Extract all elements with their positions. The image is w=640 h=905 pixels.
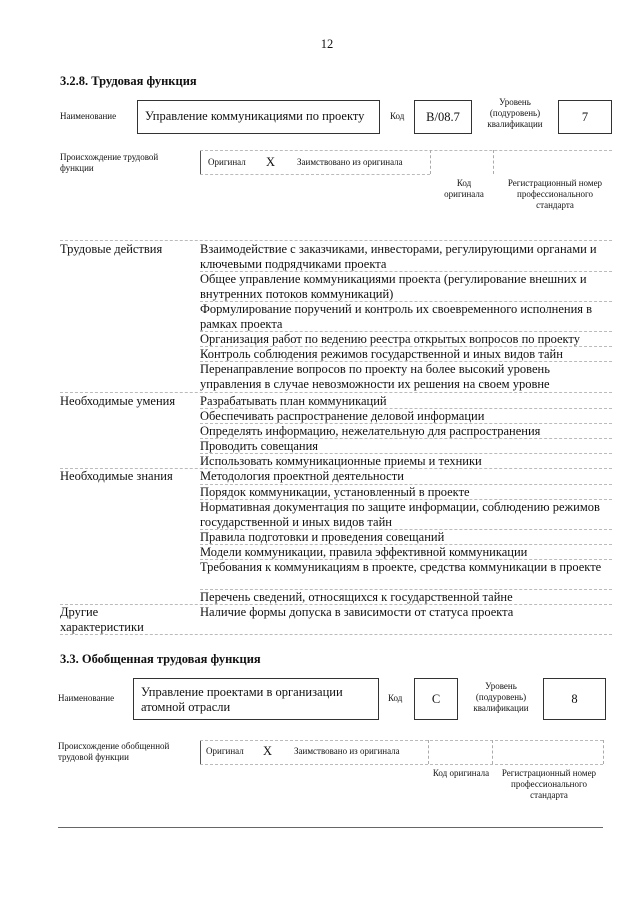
skill-item: Использовать коммуникационные приемы и техники <box>200 454 482 468</box>
origin-label: Происхождение трудовой функции <box>60 152 159 173</box>
skill-item: Определять информацию, нежелательную для распространения <box>200 424 541 438</box>
knowledge-item: Порядок коммуникации, установленный в проекте <box>200 485 470 499</box>
action-item: Контроль соблюдения режимов государственной и иных видов тайн <box>200 347 563 361</box>
action-item: Перенаправление вопросов по проекту на более высокий уровень управления в случае невозможности их решения на своем уровне <box>200 362 550 391</box>
actions-label: Трудовые действия <box>60 242 163 256</box>
name-value: Управление коммуникациями по проекту <box>145 109 365 123</box>
level-label: Уровень (подуровень) квалификации <box>487 97 543 129</box>
section-title: 3.3. Обобщенная трудовая функция <box>60 652 261 666</box>
knowledge-item: Методология проектной деятельности <box>200 469 404 483</box>
other-label: Другие характеристики <box>60 605 144 634</box>
section-title: 3.2.8. Трудовая функция <box>60 74 197 88</box>
action-item: Общее управление коммуникациями проекта (регулирование внешних и внутренних потоков коммуникаций) <box>200 272 587 301</box>
knowledge-label: Необходимые знания <box>60 469 173 483</box>
code-value: C <box>431 691 441 706</box>
skills-label: Необходимые умения <box>60 394 176 408</box>
name-field <box>133 678 379 720</box>
name-value: Управление проектами в организации атомной отрасли <box>141 685 343 714</box>
name-label: Наименование <box>58 693 115 703</box>
bottom-rule <box>58 827 603 828</box>
knowledge-item: Нормативная документация по защите информации, соблюдению режимов государственной и иных видов тайн <box>200 500 600 529</box>
knowledge-item: Модели коммуникации, правила эффективной коммуникации <box>200 545 528 559</box>
original-mark: X <box>263 744 273 758</box>
reg-number-caption: Регистрационный номер профессионального стандарта <box>501 768 597 800</box>
knowledge-item: Правила подготовки и проведения совещаний <box>200 530 445 544</box>
code-field <box>414 100 472 134</box>
borrowed-label: Заимствовано из оригинала <box>294 746 400 756</box>
code-label: Код <box>388 693 403 703</box>
level-field <box>543 678 606 720</box>
code-original-caption: Код оригинала <box>444 178 484 199</box>
original-label: Оригинал <box>206 746 244 756</box>
page-number: 12 <box>320 37 334 51</box>
borrowed-label: Заимствовано из оригинала <box>297 157 403 167</box>
action-item: Организация работ по ведению реестра открытых вопросов по проекту <box>200 332 580 346</box>
code-value: B/08.7 <box>426 109 460 124</box>
original-label: Оригинал <box>208 157 246 167</box>
action-item: Формулирование поручений и контроль их своевременного исполнения в рамках проекта <box>200 302 593 331</box>
skill-item: Проводить совещания <box>200 439 319 453</box>
level-value: 7 <box>581 109 589 124</box>
knowledge-item: Требования к коммуникациям в проекте, средства коммуникации в проекте <box>200 560 602 574</box>
skill-item: Обеспечивать распространение деловой информации <box>200 409 485 423</box>
level-field <box>558 100 612 134</box>
level-label: Уровень (подуровень) квалификации <box>473 681 529 713</box>
name-label: Наименование <box>60 111 117 121</box>
reg-number-caption: Регистрационный номер профессионального стандарта <box>507 178 603 210</box>
name-field <box>137 100 380 134</box>
level-value: 8 <box>571 691 578 706</box>
skill-item: Разрабатывать план коммуникаций <box>200 394 387 408</box>
action-item: Взаимодействие с заказчиками, инвесторами, регулирующими органами и ключевыми подрядчиками проекта <box>200 242 597 271</box>
knowledge-item: Перечень сведений, относящихся к государственной тайне <box>200 590 513 604</box>
code-label: Код <box>390 111 405 121</box>
other-value: Наличие формы допуска в зависимости от статуса проекта <box>200 605 514 619</box>
original-mark: X <box>266 155 276 169</box>
code-original-caption: Код оригинала <box>432 768 490 778</box>
code-field <box>414 678 458 720</box>
origin-label: Происхождение обобщенной трудовой функции <box>58 741 170 762</box>
